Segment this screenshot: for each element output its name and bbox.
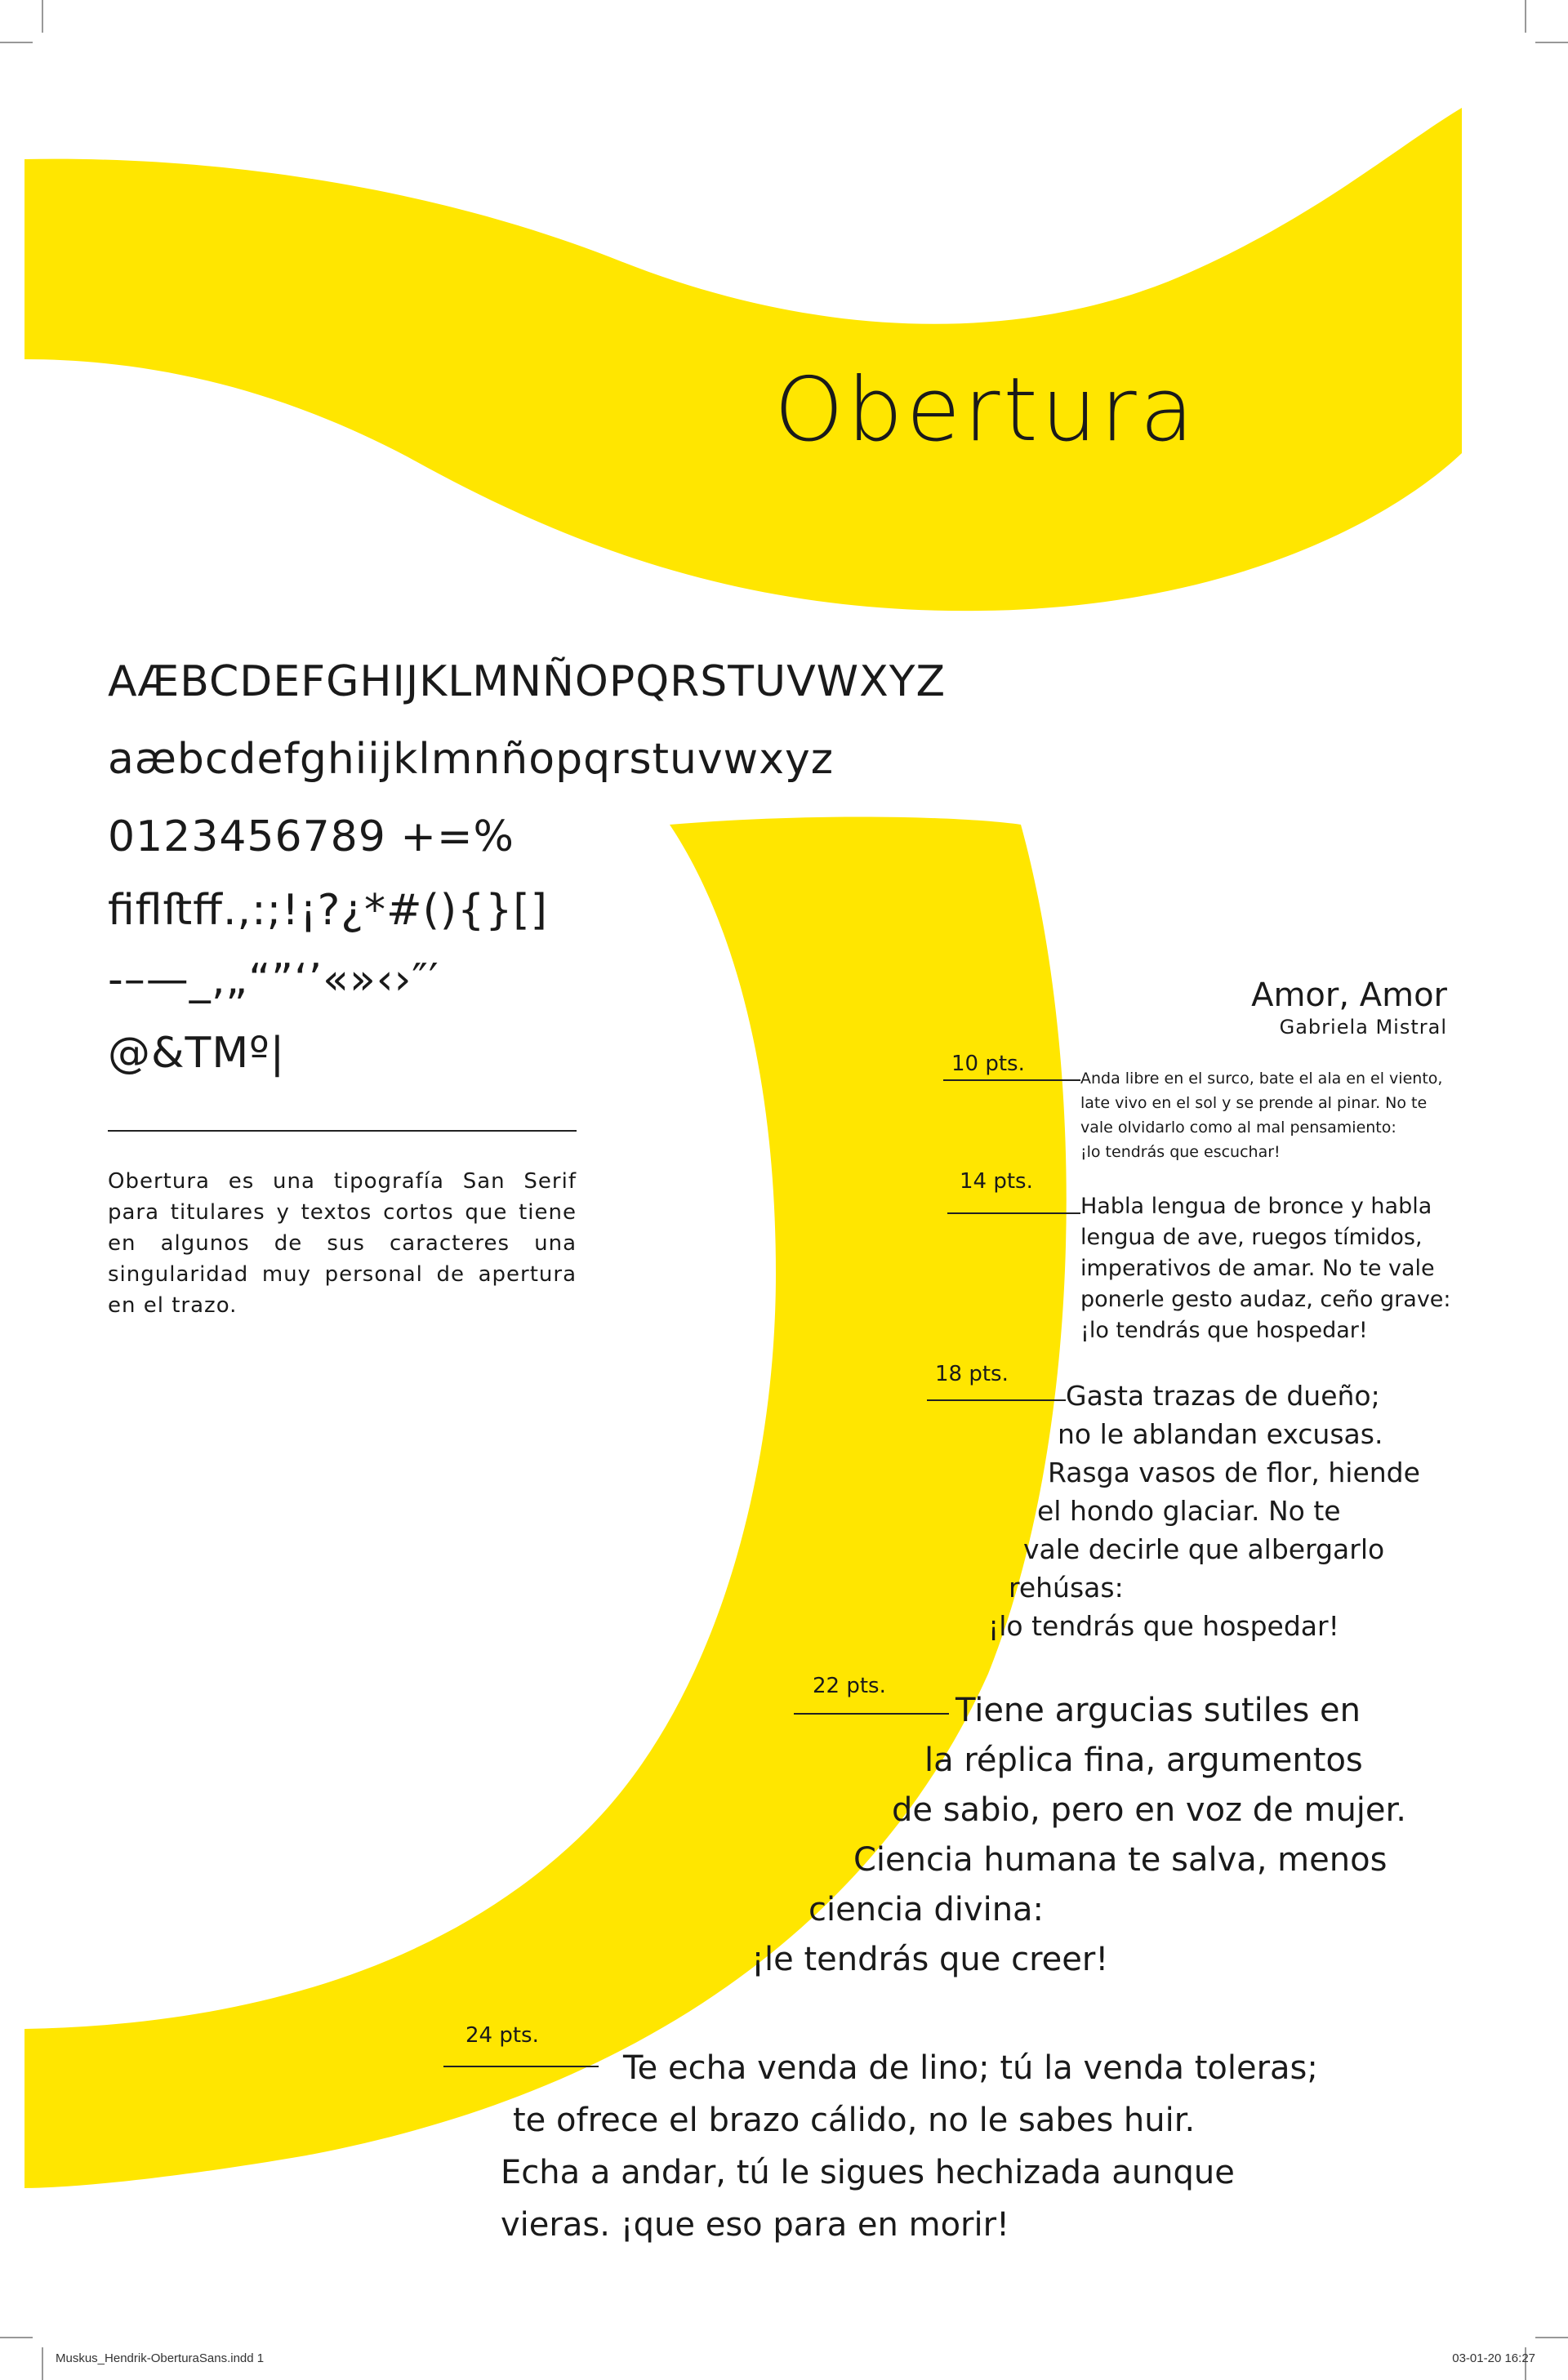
yellow-wave-band <box>24 108 1462 611</box>
poem-line: late vivo en el sol y se prende al pinar. No te <box>1080 1094 1428 1112</box>
poem-title: Amor, Amor <box>1251 976 1447 1014</box>
poem-line: imperativos de amar. No te vale <box>1080 1256 1435 1281</box>
poem-line: vale olvidarlo como al mal pensamiento: <box>1080 1119 1396 1137</box>
poem-line: ciencia divina: <box>808 1891 1045 1928</box>
poem-line: ¡lo tendrás que hospedar! <box>988 1610 1339 1642</box>
poem-line: ¡lo tendrás que escuchar! <box>1080 1143 1281 1161</box>
poem-line: ponerle gesto audaz, ceño grave: <box>1080 1287 1451 1312</box>
size-leader-line <box>443 2066 599 2067</box>
poem-line: lengua de ave, ruegos tímidos, <box>1080 1225 1423 1250</box>
poem-line: no le ablandan excusas. <box>1058 1418 1383 1450</box>
poem-line: de sabio, pero en voz de mujer. <box>892 1791 1406 1829</box>
poem-line: el hondo glaciar. No te <box>1037 1495 1341 1527</box>
yellow-crescent <box>24 817 1067 2188</box>
font-title: Obertura <box>774 359 1197 461</box>
poem-line: Tiene argucias sutiles en <box>956 1692 1361 1729</box>
glyph-row-numerals: 0123456789 +=% <box>108 812 514 861</box>
poem-line: la réplica fina, argumentos <box>924 1742 1363 1779</box>
poem-line: Echa a andar, tú le sigues hechizada aunque <box>501 2154 1235 2191</box>
poem-line: Gasta trazas de dueño; <box>1066 1380 1380 1412</box>
poem-line: Te echa venda de lino; tú la venda toleras; <box>623 2049 1318 2087</box>
glyph-row-uppercase: AÆBCDEFGHIJKLMNÑOPQRSTUVWXYZ <box>108 657 947 706</box>
size-label-14pts: 14 pts. <box>960 1169 1033 1194</box>
poem-line: vale decirle que albergarlo <box>1023 1533 1385 1565</box>
size-leader-line <box>947 1212 1080 1214</box>
poem-line: Habla lengua de bronce y habla <box>1080 1194 1432 1219</box>
footer-timestamp: 03-01-20 16:27 <box>1452 2351 1535 2365</box>
divider-rule <box>108 1130 577 1132</box>
poem-line: Ciencia humana te salva, menos <box>853 1841 1388 1879</box>
size-leader-line <box>927 1399 1066 1401</box>
glyph-row-symbols: @&TMº| <box>108 1029 286 1078</box>
poem-line: ¡le tendrás que creer! <box>751 1941 1109 1978</box>
size-leader-line <box>794 1713 949 1715</box>
size-label-22pts: 22 pts. <box>813 1674 886 1698</box>
poem-line: rehúsas: <box>1009 1572 1124 1604</box>
poem-line: ¡lo tendrás que hospedar! <box>1080 1318 1368 1343</box>
poem-line: te ofrece el brazo cálido, no le sabes huir. <box>513 2102 1196 2139</box>
poem-author: Gabriela Mistral <box>1279 1016 1447 1039</box>
poem-line: Rasga vasos de flor, hiende <box>1048 1457 1420 1488</box>
size-leader-line <box>943 1079 1080 1081</box>
poem-line: Anda libre en el surco, bate el ala en el viento, <box>1080 1070 1443 1088</box>
glyph-row-lowercase: aæbcdefghiijklmnñopqrstuvwxyz <box>108 735 835 784</box>
footer-filename: Muskus_Hendrik-OberturaSans.indd 1 <box>56 2351 265 2365</box>
glyph-row-ligatures-punctuation: ﬁﬂﬅﬀ.,:;!¡?¿*#(){}[] <box>108 886 548 935</box>
glyph-row-dashes-quotes: -–—_‚„“”‘’«»‹›″′ <box>108 955 439 1004</box>
size-label-10pts: 10 pts. <box>951 1052 1025 1076</box>
size-label-24pts: 24 pts. <box>466 2023 539 2048</box>
size-label-18pts: 18 pts. <box>935 1362 1009 1386</box>
font-description: Obertura es una tipografía San Serif para titulares y textos cortos que tiene en algunos de sus caracteres una singularidad muy personal de apertura en el trazo. <box>108 1169 577 1318</box>
poem-line: vieras. ¡que eso para en morir! <box>501 2206 1010 2244</box>
